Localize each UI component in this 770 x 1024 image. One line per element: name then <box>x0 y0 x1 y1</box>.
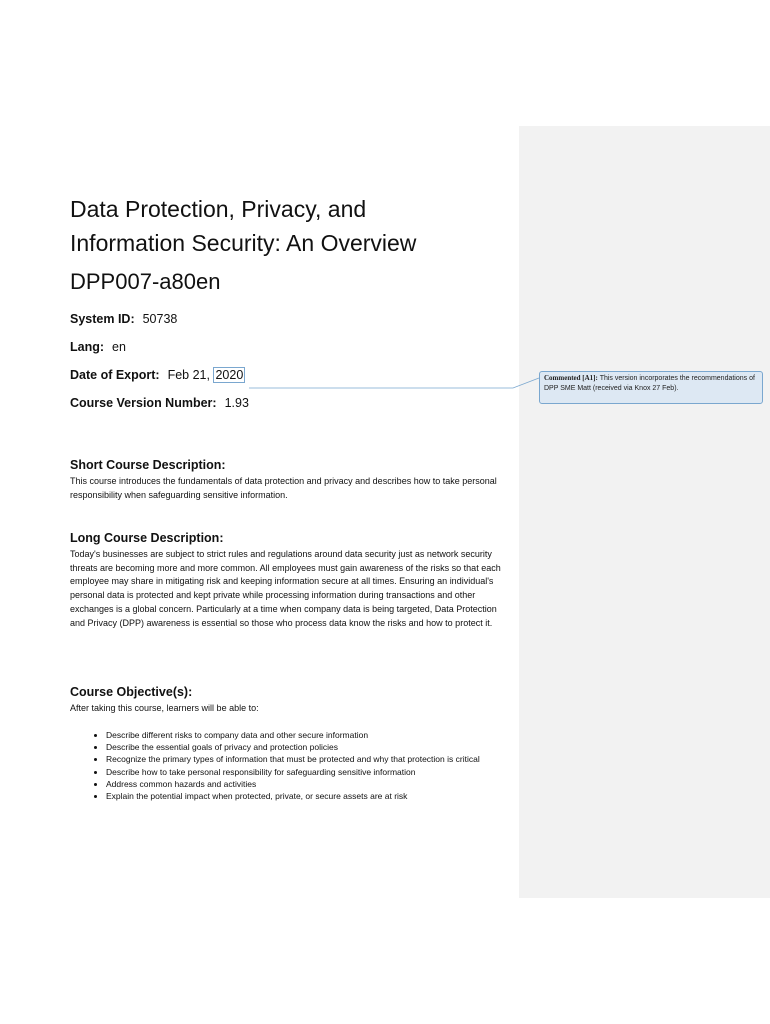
meta-value: 1.93 <box>224 396 249 410</box>
comment-balloon[interactable] <box>539 371 763 404</box>
section-heading: Long Course Description: <box>70 531 224 545</box>
meta-value: 50738 <box>142 312 178 326</box>
list-item: • Explain the potential impact when protected, private, or secure assets are at risk <box>106 790 510 802</box>
document-title <box>70 192 510 260</box>
commented-text[interactable]: 2020 <box>215 368 244 382</box>
meta-date-of-export <box>70 366 510 394</box>
meta-value: en <box>112 340 126 354</box>
section-body: This course introduces the fundamentals of data protection and privacy and describes how to take personal responsibility when safeguarding sensitive information. <box>70 476 497 500</box>
objectives-intro: After taking this course, learners will be able to: <box>70 703 259 713</box>
meta-lang <box>70 338 510 366</box>
title-line-1: Data Protection, Privacy, and <box>70 196 367 222</box>
long-description-section <box>70 531 510 630</box>
objectives-section <box>70 685 510 802</box>
list-item: • Describe how to take personal responsibility for safeguarding sensitive information <box>106 766 510 778</box>
list-item: • Address common hazards and activities <box>106 778 510 790</box>
section-heading: Short Course Description: <box>70 458 226 472</box>
section-heading: Course Objective(s): <box>70 685 193 699</box>
title-line-2: Information Security: An Overview <box>70 230 417 256</box>
meta-course-version <box>70 394 510 422</box>
short-description-section <box>70 458 510 502</box>
meta-label: System ID: <box>70 312 135 326</box>
list-item: • Describe different risks to company data and other secure information <box>106 729 510 741</box>
meta-label: Course Version Number: <box>70 396 217 410</box>
comment-pane <box>519 126 770 898</box>
meta-label: Date of Export: <box>70 368 160 382</box>
document-page <box>70 192 510 802</box>
list-item: • Describe the essential goals of privacy and protection policies <box>106 741 510 753</box>
meta-label: Lang: <box>70 340 105 354</box>
meta-system-id <box>70 310 510 338</box>
objectives-list <box>70 729 510 803</box>
meta-value: Feb 21, <box>167 368 214 382</box>
course-code: DPP007-a80en <box>70 269 221 294</box>
section-body: Today's businesses are subject to strict rules and regulations around data security just as network security threats are becoming more and more common. All employees must gain awareness of the risks so that each employee may share in mitigating risk and keeping information secure at all times. Ensuring an individual's personal data is protected and kept private while processing information during transactions and other exchanges is a global concern. Particularly at a time when company data is being targeted, Data Protection and Privacy (DPP) awareness is essential so those who process data know the risks and how to protect it. <box>70 549 501 628</box>
list-item: • Recognize the primary types of information that must be protected and why that protection is critical <box>106 753 510 765</box>
comment-author: Commented [A1]: <box>544 374 598 382</box>
comment-text: This version incorporates the recommendations of DPP SME Matt (received via Knox 27 Feb). <box>544 375 755 392</box>
